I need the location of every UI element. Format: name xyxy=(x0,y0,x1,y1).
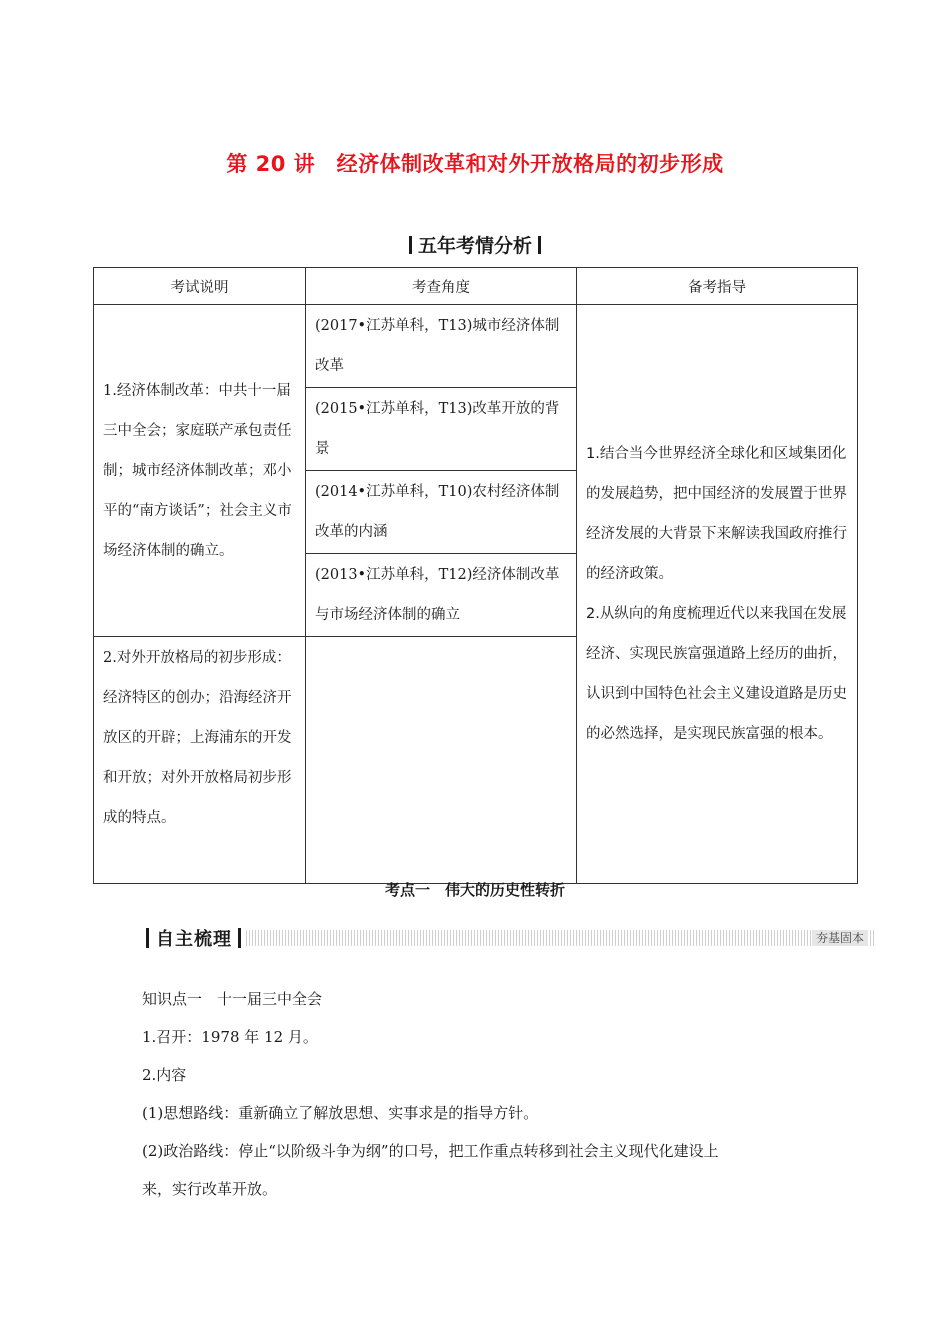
guidance-cell xyxy=(577,305,858,884)
body-line: (1)思想路线：重新确立了解放思想、实事求是的指导方针。 xyxy=(142,1104,539,1122)
sub-section-tag: 夯基固本 xyxy=(812,930,868,946)
exam-desc-2: 2.对外开放格局的初步形成：经济特区的创办；沿海经济开放区的开辟；上海浦东的开发和开放；对外开放格局初步形成的特点。 xyxy=(103,650,292,826)
banner-right-bar xyxy=(238,928,241,948)
body-line: 来，实行改革开放。 xyxy=(142,1180,278,1198)
angle-4: (2013•江苏单科，T12)经济体制改革与市场经济体制的确立 xyxy=(315,567,560,623)
header-guidance: 备考指导 xyxy=(577,268,858,305)
body-text xyxy=(142,980,822,1208)
body-line: (2)政治路线：停止“以阶级斗争为纲”的口号，把工作重点转移到社会主义现代化建设上 xyxy=(142,1142,719,1160)
exam-desc-1: 1.经济体制改革：中共十一届三中全会；家庭联产承包责任制；城市经济体制改革；邓小平的“南方谈话”；社会主义市场经济体制的确立。 xyxy=(103,382,292,559)
angle-cell xyxy=(306,305,577,388)
table-header-row xyxy=(94,268,858,305)
page-title: 第 20 讲 经济体制改革和对外开放格局的初步形成 xyxy=(226,152,724,176)
angle-cell xyxy=(306,554,577,637)
angle-1: (2017•江苏单科，T13)城市经济体制改革 xyxy=(315,318,560,374)
body-line: 2.内容 xyxy=(142,1066,187,1084)
header-exam-desc: 考试说明 xyxy=(94,268,306,305)
table-row xyxy=(94,305,858,388)
heading-left-bar xyxy=(409,236,412,254)
point-title: 考点一 伟大的历史性转折 xyxy=(384,881,565,899)
banner-left-bar xyxy=(146,928,149,948)
angle-3: (2014•江苏单科，T10)农村经济体制改革的内涵 xyxy=(315,484,560,540)
angle-cell xyxy=(306,471,577,554)
body-line: 1.召开：1978 年 12 月。 xyxy=(142,1028,318,1046)
section-heading-text: 五年考情分析 xyxy=(417,235,532,257)
guidance-1: 1.结合当今世界经济全球化和区域集团化的发展趋势，把中国经济的发展置于世界经济发展的大背景下来解读我国政府推行的经济政策。 xyxy=(586,446,847,582)
angle-2: (2015•江苏单科，T13)改革开放的背景 xyxy=(315,401,560,457)
exam-analysis-table xyxy=(93,267,858,884)
exam-desc-cell-1 xyxy=(94,305,306,637)
guidance-2: 2.从纵向的角度梳理近代以来我国在发展经济、实现民族富强道路上经历的曲折，认识到中国特色社会主义建设道路是历史的必然选择，是实现民族富强的根本。 xyxy=(586,606,847,742)
banner-stripe xyxy=(246,930,876,946)
sub-section-banner xyxy=(142,925,864,951)
sub-section-label: 自主梳理 xyxy=(156,929,232,950)
exam-desc-cell-2 xyxy=(94,637,306,884)
section-heading xyxy=(0,231,950,258)
angle-cell xyxy=(306,388,577,471)
knowledge-point-heading: 知识点一 十一届三中全会 xyxy=(142,990,323,1008)
heading-right-bar xyxy=(538,236,541,254)
header-angle: 考查角度 xyxy=(306,268,577,305)
angle-empty-cell xyxy=(306,637,577,884)
